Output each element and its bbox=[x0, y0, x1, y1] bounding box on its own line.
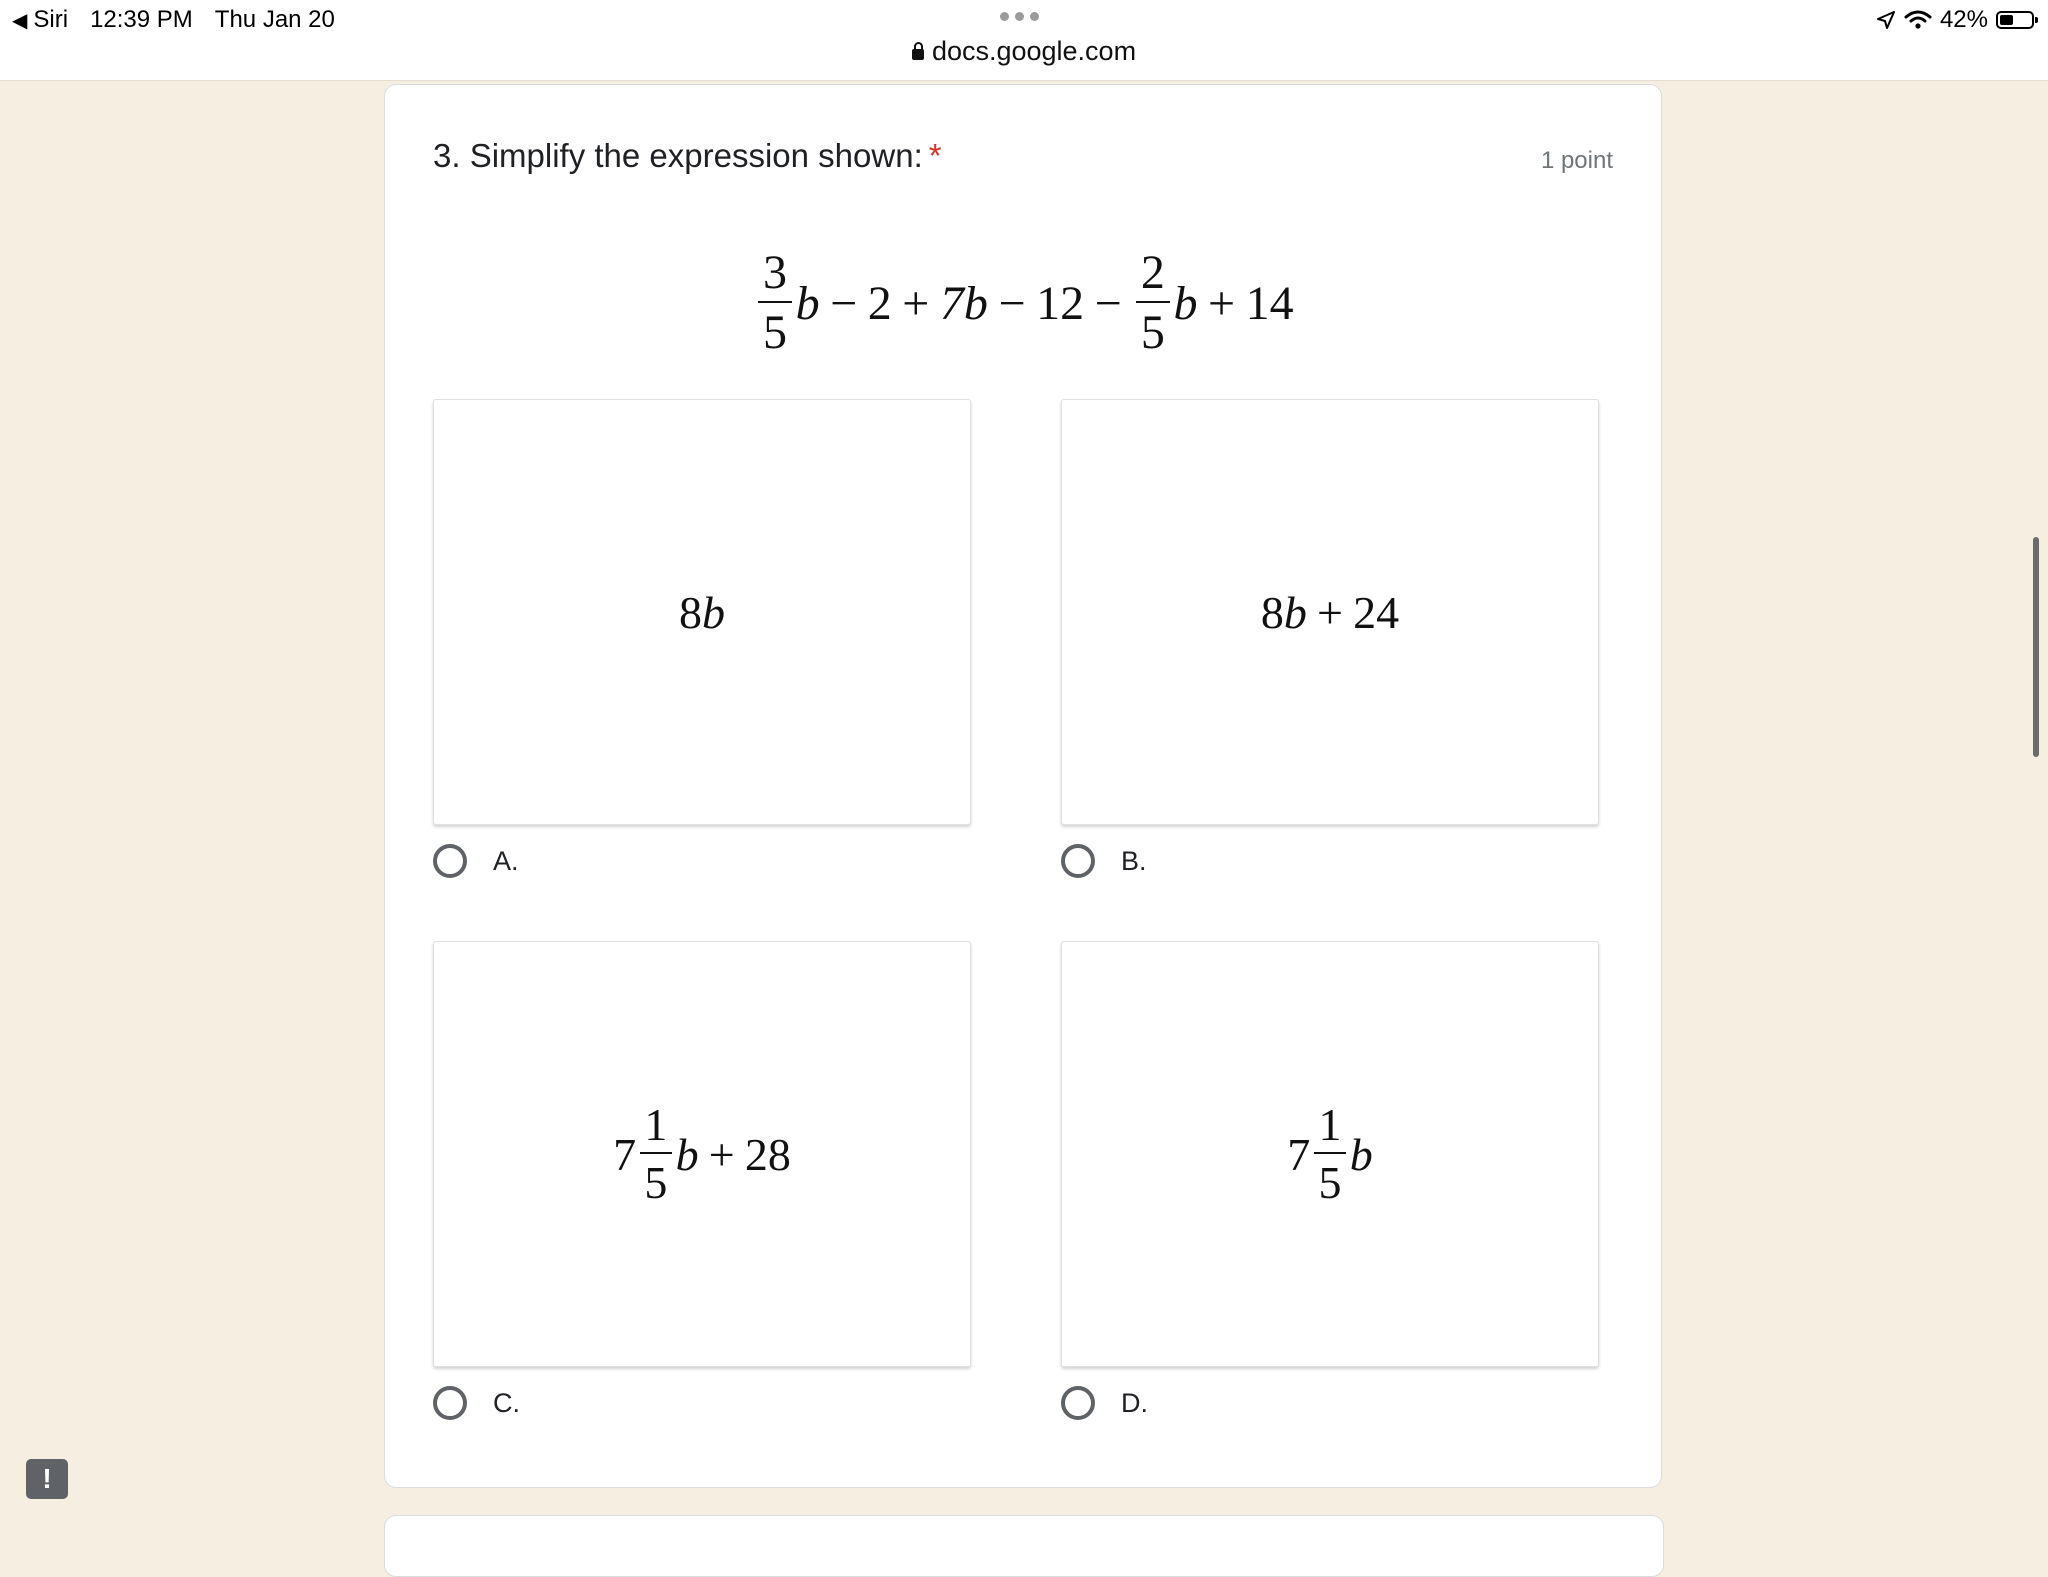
lock-icon bbox=[912, 49, 924, 60]
status-left bbox=[12, 6, 335, 34]
fraction: $\frac{1}{5}$ bbox=[640, 1102, 672, 1206]
status-bar bbox=[0, 0, 2048, 81]
multitasking-dots-icon[interactable] bbox=[1000, 12, 1039, 21]
option-b-image[interactable] bbox=[1061, 399, 1599, 825]
location-arrow-icon bbox=[1876, 10, 1896, 30]
option-c-image[interactable] bbox=[433, 941, 971, 1367]
clock-date: Thu Jan 20 bbox=[214, 6, 335, 33]
option-d-expression: 7 $\frac{1}{5}$ b bbox=[1287, 1099, 1373, 1208]
option-b-expression: 8 b + 24 bbox=[1260, 586, 1400, 638]
back-arrow-icon[interactable]: ◀ bbox=[12, 9, 28, 32]
required-asterisk: * bbox=[928, 137, 942, 174]
option-c[interactable] bbox=[433, 1386, 520, 1420]
question-points: 1 point bbox=[1540, 147, 1613, 174]
option-a-expression: 8 b bbox=[679, 586, 725, 638]
option-d[interactable] bbox=[1061, 1386, 1148, 1420]
battery-percent: 42% bbox=[1939, 6, 1988, 33]
question-title bbox=[433, 137, 942, 175]
question-text: 3. Simplify the expression shown: bbox=[433, 137, 923, 174]
address-bar[interactable] bbox=[0, 36, 2048, 67]
option-b-label[interactable]: B. bbox=[1121, 845, 1147, 876]
fraction: $\frac{1}{5}$ bbox=[1314, 1102, 1346, 1206]
option-b[interactable] bbox=[1061, 844, 1147, 878]
option-a[interactable] bbox=[433, 844, 519, 878]
fraction: $\frac{2}{5}$ bbox=[1136, 249, 1170, 357]
option-a-label[interactable]: A. bbox=[493, 845, 519, 876]
scrollbar[interactable] bbox=[2033, 537, 2039, 757]
back-to-app-label[interactable]: Siri bbox=[33, 6, 69, 33]
wifi-icon bbox=[1904, 10, 1932, 30]
option-d-radio[interactable] bbox=[1061, 1386, 1095, 1420]
battery-icon bbox=[1996, 11, 2034, 29]
status-right bbox=[1876, 6, 2034, 34]
report-feedback-icon[interactable]: ! bbox=[26, 1459, 68, 1499]
option-d-image[interactable] bbox=[1061, 941, 1599, 1367]
url-text: docs.google.com bbox=[931, 36, 1137, 66]
option-a-image[interactable] bbox=[433, 399, 971, 825]
clock-time: 12:39 PM bbox=[90, 6, 193, 33]
option-c-expression: 7 $\frac{1}{5}$ b + 28 bbox=[613, 1099, 791, 1208]
option-c-label[interactable]: C. bbox=[493, 1387, 520, 1418]
question-expression: $\frac{3}{5}$ b − 2 + 7b − 12 − $\frac{2}{5}$ b + 14 bbox=[385, 233, 1663, 373]
next-question-card bbox=[384, 1515, 1664, 1577]
option-a-radio[interactable] bbox=[433, 844, 467, 878]
fraction: $\frac{3}{5}$ bbox=[758, 249, 792, 357]
question-card bbox=[384, 84, 1662, 1488]
option-b-radio[interactable] bbox=[1061, 844, 1095, 878]
option-d-label[interactable]: D. bbox=[1121, 1387, 1148, 1418]
option-c-radio[interactable] bbox=[433, 1386, 467, 1420]
